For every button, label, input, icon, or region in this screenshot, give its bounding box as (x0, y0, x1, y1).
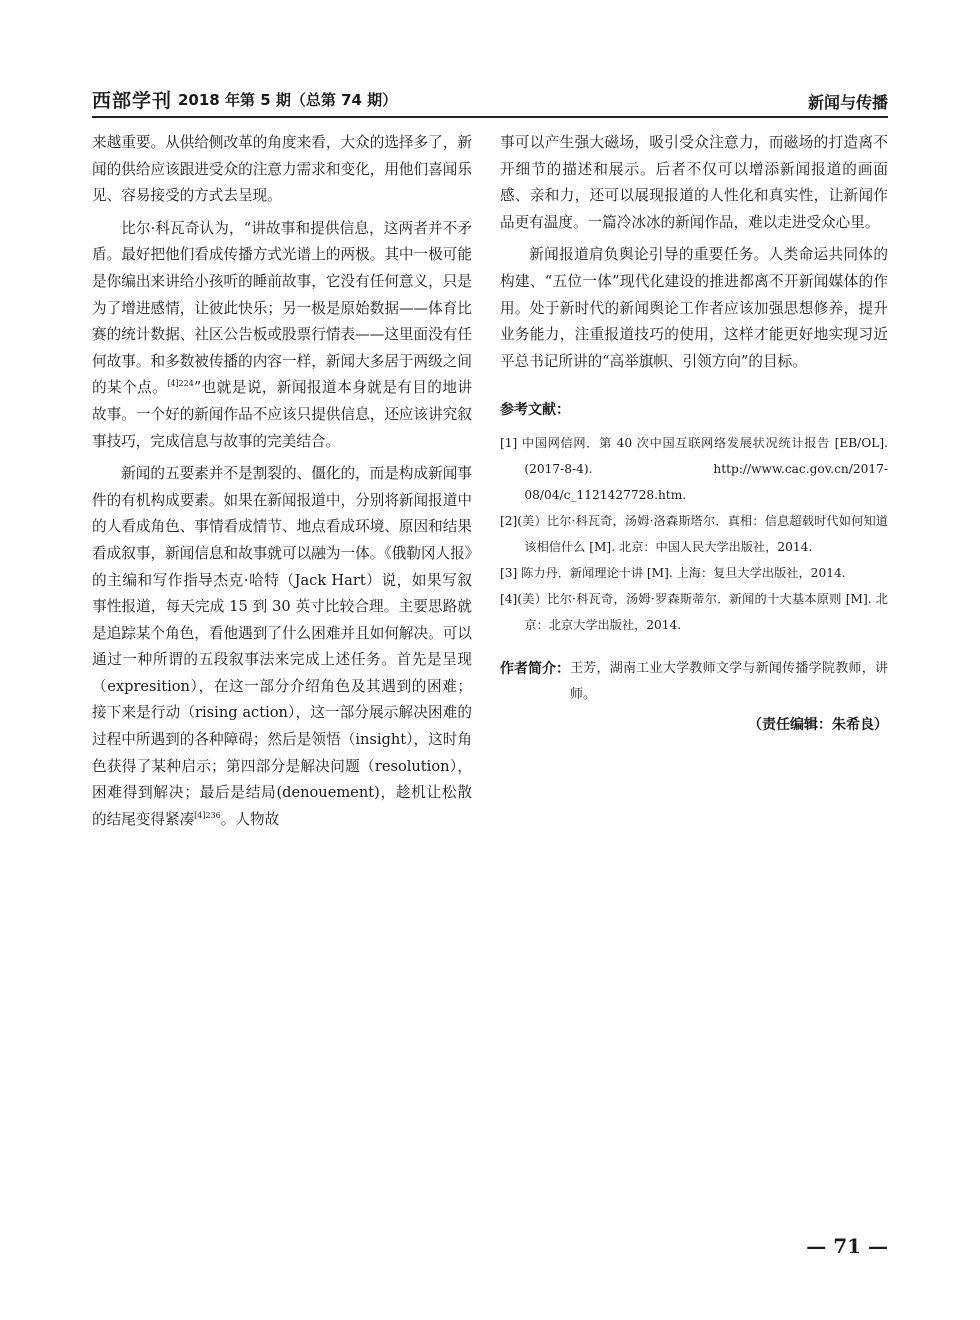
paragraph-text: ”也就是说，新闻报道本身就是有目的地讲故事。一个好的新闻作品不应该只提供信息，还应该讲究叙事技巧，完成信息与故事的完美结合。 (92, 379, 472, 450)
journal-issue: 2018 年第 5 期（总第 74 期） (178, 91, 398, 109)
paragraph-text: 来越重要。从供给侧改革的角度来看，大众的选择多了，新闻的供给应该跟进受众的注意力需求和变化，用他们喜闻乐见、容易接受的方式去呈现。 (92, 134, 472, 205)
reference-item: [1] 中国网信网．第 40 次中国互联网络发展状况统计报告 [EB/OL].(2017-8-4). http://www.cac.gov.cn/2017-08/04/c_1121427728.htm. (500, 435, 888, 502)
body-paragraph (500, 130, 888, 236)
paragraph-text: 新闻的五要素并不是割裂的、僵化的，而是构成新闻事件的有机构成要素。如果在新闻报道中，分别将新闻报道中的人看成角色、事情看成情节、地点看成环境、原因和结果看成叙事，新闻信息和故事就可以融为一体。《俄勒冈人报》的主编和写作指导杰克·哈特（Jack Hart）说，如果写叙事性报道，每天完成 15 到 30 英寸比较合理。主要思路就是追踪某个角色，看他遇到了什么困难并且如何解决。可以通过一种所谓的五段叙事法来完成上述任务。首先是呈现（expresition），在这一部分介绍角色及其遇到的困难；接下来是行动（rising action），这一部分展示解决困难的过程中所遇到的各种障碍；然后是领悟（insight），这时角色获得了某种启示；第四部分是解决问题（resolution），困难得到解决；最后是结局(denouement)，趁机让松散的结尾变得紧凑 (92, 465, 472, 828)
header-rule (92, 116, 888, 118)
left-column (92, 130, 472, 833)
running-header (92, 86, 888, 114)
paragraph-text: 。人物故 (220, 810, 280, 828)
paragraph-text: 事可以产生强大磁场，吸引受众注意力，而磁场的打造离不开细节的描述和展示。后者不仅可以增添新闻报道的画面感、亲和力，还可以展现报道的人性化和真实性，让新闻作品更有温度。一篇冷冰冰的新闻作品，难以走进受众心里。 (500, 134, 888, 231)
journal-logo: 西部学刊 (92, 90, 173, 112)
author-bio-text: 王芳，湖南工业大学教师文学与新闻传播学院教师，讲师。 (570, 660, 888, 702)
references-title: 参考文献： (500, 402, 570, 419)
body-paragraph (92, 130, 472, 210)
reference-item: [2](美）比尔·科瓦奇，汤姆·洛森斯塔尔．真相：信息超载时代如何知道该相信什么 [M]. 北京：中国人民大学出版社，2014. (500, 513, 888, 554)
page-number: — 71 — (806, 1234, 888, 1258)
paragraph-text: 新闻报道肩负舆论引导的重要任务。人类命运共同体的构建、“五位一体”现代化建设的推进都离不开新闻媒体的作用。处于新时代的新闻舆论工作者应该加强思想修养，提升业务能力，注重报道技巧的使用，这样才能更好地实现习近平总书记所讲的“高举旗帜、引领方向”的目标。 (500, 246, 888, 370)
paragraph-text: 比尔·科瓦奇认为，“讲故事和提供信息，这两者并不矛盾。最好把他们看成传播方式光谱上的两极。其中一极可能是你编出来讲给小孩听的睡前故事，它没有任何意义，只是为了增进感情，让彼此快乐；另一极是原始数据——体育比赛的统计数据、社区公告板或股票行情表——这里面没有任何故事。和多数被传播的内容一样，新闻大多居于两级之间的某个点。 (92, 219, 472, 397)
body-paragraph (92, 216, 472, 455)
right-column (500, 130, 888, 739)
citation-mark: [4]236 (194, 810, 221, 820)
section-label: 新闻与传播 (807, 93, 888, 112)
author-bio-label: 作者简介： (500, 660, 570, 677)
responsible-editor: （责任编辑：朱希良） (748, 716, 888, 733)
citation-mark: [4]224 (167, 379, 194, 389)
body-paragraph (92, 461, 472, 833)
reference-item: [4](美）比尔·科瓦奇，汤姆·罗森斯蒂尔．新闻的十大基本原则 [M]. 北京：北京大学出版社，2014. (500, 591, 888, 632)
author-bio (500, 656, 888, 708)
body-paragraph (500, 242, 888, 375)
reference-item: [3] 陈力丹．新闻理论十讲 [M]. 上海：复旦大学出版社，2014. (500, 565, 846, 580)
